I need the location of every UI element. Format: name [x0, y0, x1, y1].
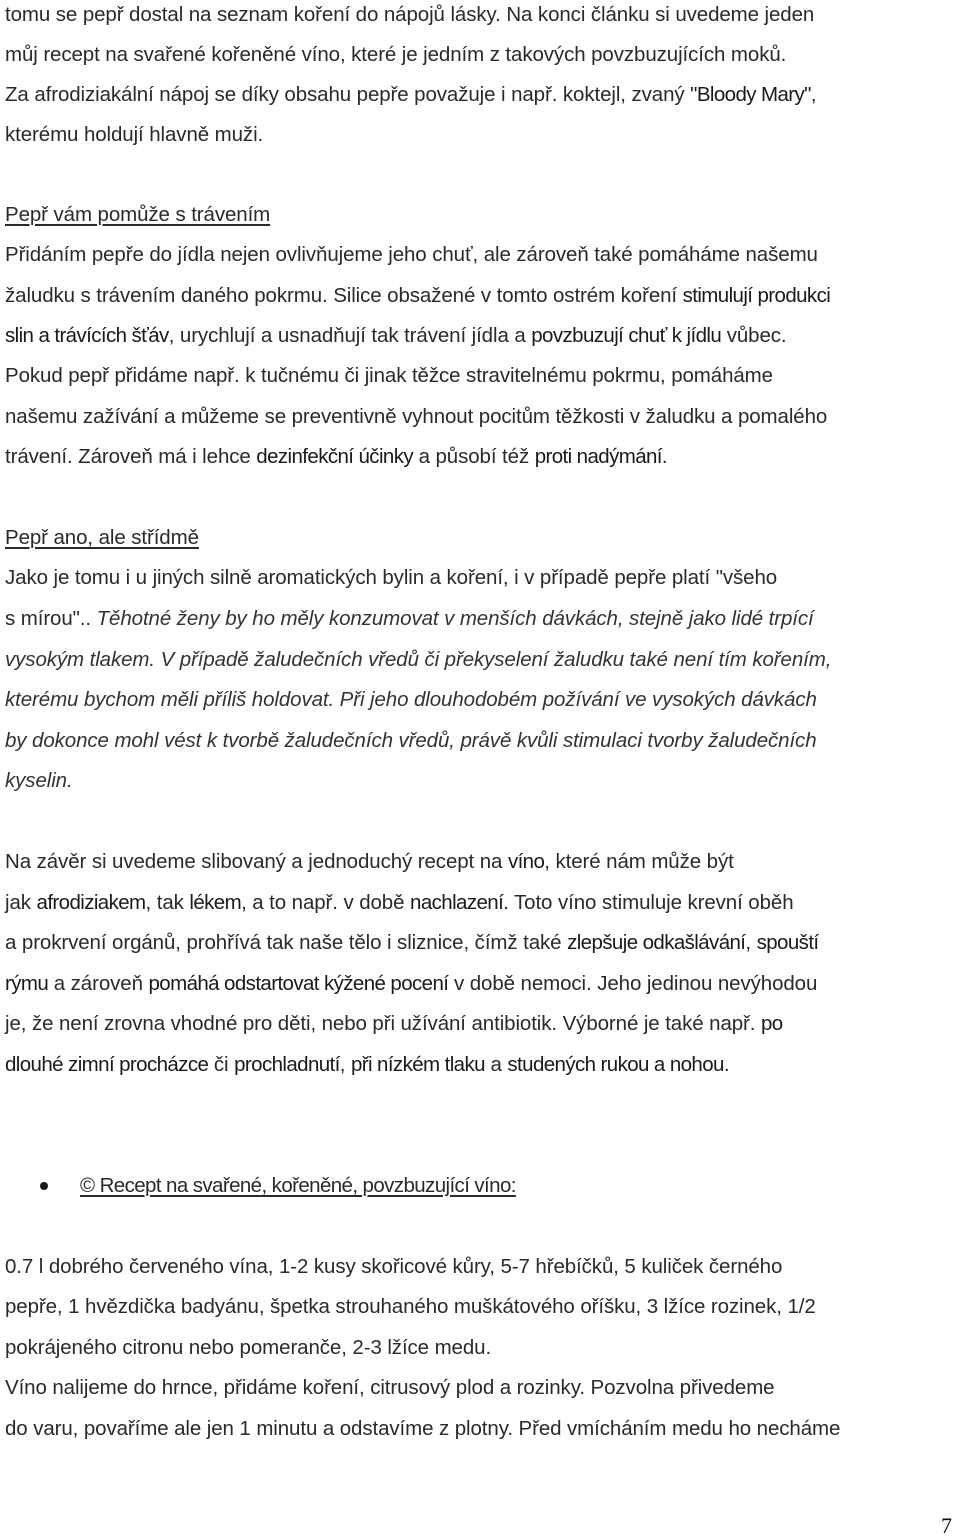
text-run: jak: [5, 891, 37, 914]
text-line: [5, 647, 956, 673]
text-run: našemu zažívání a můžeme se preventivně vyhnout pocitům těžkosti v žaludku a pomalého: [5, 405, 828, 428]
text-run: , tak: [145, 891, 190, 914]
text-run: ,: [810, 83, 817, 106]
highlighted-text: afrodiziakem: [36, 891, 146, 914]
text-run: . Toto víno stimuluje krevní oběh: [503, 891, 794, 914]
text-line: [5, 1011, 956, 1037]
heading-text: Pepř vám pomůže s trávením: [5, 203, 271, 226]
text-run: a působí též: [413, 445, 535, 468]
highlighted-text: po: [760, 1012, 783, 1035]
text-run: .: [723, 1053, 730, 1076]
text-run: v době nemoci. Jeho jedinou nevýhodou: [448, 972, 818, 995]
text-run: kterému holdují hlavně muži.: [5, 123, 264, 146]
text-run: ,: [339, 1053, 351, 1076]
text-run: ,: [745, 931, 757, 954]
italic-text: by dokonce mohl vést k tvorbě žaludečních vředů, právě kvůli stimulaci tvorby žaludečních: [5, 729, 817, 752]
text-run: s mírou"..: [5, 607, 97, 630]
highlighted-text: slin a trávících šťáv: [5, 324, 169, 347]
text-run: trávení. Zároveň má i lehce: [5, 445, 257, 468]
text-line: [5, 930, 956, 956]
text-run: a prokrvení orgánů, prohřívá tak naše tělo i sliznice, čímž také: [5, 931, 568, 954]
text-line: [5, 122, 956, 148]
text-run: do varu, povaříme ale jen 1 minutu a odstavíme z plotny. Před vmícháním medu ho necháme: [5, 1417, 841, 1440]
text-line: [5, 1416, 956, 1442]
highlighted-text: spouští: [756, 931, 819, 954]
text-line: [5, 971, 956, 997]
text-line: [5, 1052, 956, 1078]
highlighted-text: dlouhé zimní procházce: [5, 1053, 209, 1076]
highlighted-text: stimulují produkci: [682, 284, 831, 307]
highlighted-text: víno: [507, 850, 545, 873]
text-run: a: [484, 1053, 508, 1076]
text-line: [5, 1335, 956, 1361]
highlighted-text: "Bloody Mary": [690, 83, 811, 106]
text-run: , a to např. v době: [241, 891, 411, 914]
highlighted-text: studených rukou a nohou: [507, 1053, 724, 1076]
text-line: [5, 728, 956, 754]
section-heading-digestion: [5, 202, 956, 228]
text-line: [5, 242, 956, 268]
text-line: [5, 323, 956, 349]
text-run: Přidáním pepře do jídla nejen ovlivňujeme jeho chuť, ale zároveň také pomáháme našemu: [5, 243, 818, 266]
text-run: Jako je tomu i u jiných silně aromatických bylin a koření, i v případě pepře platí "všeho: [5, 566, 778, 589]
text-line: [5, 565, 956, 591]
highlighted-text: dezinfekční účinky: [256, 445, 414, 468]
text-run: Za afrodiziakální nápoj se díky obsahu pepře považuje i např. koktejl, zvaný: [5, 83, 691, 106]
heading-text: Pepř ano, ale střídmě: [5, 526, 199, 549]
text-line: [5, 363, 956, 389]
italic-text: kyselin.: [5, 769, 73, 792]
bullet-icon: [40, 1182, 48, 1190]
text-line: [5, 1254, 956, 1280]
section-heading-moderation: [5, 525, 956, 551]
text-line: [5, 849, 956, 875]
highlighted-text: povzbuzují chuť k jídlu: [531, 324, 722, 347]
italic-text: Těhotné ženy by ho měly konzumovat v menších dávkách, stejně jako lidé trpící: [96, 607, 814, 630]
text-run: pokrájeného citronu nebo pomeranče, 2-3 lžíce medu.: [5, 1336, 492, 1359]
text-line: [5, 42, 956, 68]
text-line: [5, 1294, 956, 1320]
text-run: žaludku s trávením daného pokrmu. Silice obsažené v tomto ostrém koření: [5, 284, 683, 307]
text-run: , urychlují a usnadňují tak trávení jídla a: [168, 324, 532, 347]
text-line: [5, 404, 956, 430]
text-line: [5, 444, 956, 470]
italic-text: vysokým tlakem. V případě žaludečních vředů či překyselení žaludku také není tím kořením,: [5, 648, 832, 671]
text-run: pepře, 1 hvězdička badyánu, špetka strouhaného muškátového oříšku, 3 lžíce rozinek, 1/2: [5, 1295, 816, 1318]
text-line: [5, 890, 956, 916]
highlighted-text: lékem: [189, 891, 242, 914]
text-run: 0.7 l dobrého červeného vína, 1-2 kusy skořicové kůry, 5-7 hřebíčků, 5 kuliček černého: [5, 1255, 783, 1278]
highlighted-text: nachlazení: [410, 891, 504, 914]
text-run: , které nám může být: [544, 850, 734, 873]
highlighted-text: pomáhá odstartovat kýžené pocení: [148, 972, 449, 995]
text-line: [5, 2, 956, 28]
text-run: můj recept na svařené kořeněné víno, které je jedním z takových povzbuzujících moků.: [5, 43, 787, 66]
text-line: [5, 687, 956, 713]
italic-text: kterému bychom měli příliš holdovat. Při jeho dlouhodobém požívání ve vysokých dávkách: [5, 688, 817, 711]
page-number: 7: [941, 1513, 952, 1538]
highlighted-text: rýmu: [5, 972, 49, 995]
text-run: Víno nalijeme do hrnce, přidáme koření, citrusový plod a rozinky. Pozvolna přivedeme: [5, 1376, 775, 1399]
text-run: Na závěr si uvedeme slibovaný a jednoduchý recept na: [5, 850, 508, 873]
text-run: či: [208, 1053, 235, 1076]
highlighted-text: při nízkém tlaku: [350, 1053, 485, 1076]
text-run: .: [661, 445, 668, 468]
recipe-bullet-heading: [80, 1173, 956, 1199]
text-line: [5, 283, 956, 309]
text-run: Pokud pepř přidáme např. k tučnému či jinak těžce stravitelnému pokrmu, pomáháme: [5, 364, 773, 387]
text-line: [5, 768, 956, 794]
highlighted-text: proti nadýmání: [534, 445, 662, 468]
text-run: je, že není zrovna vhodné pro děti, nebo při užívání antibiotik. Výborné je také např.: [5, 1012, 761, 1035]
highlighted-text: prochladnutí: [234, 1053, 340, 1076]
heading-text: © Recept na svařené, kořeněné, povzbuzující víno:: [80, 1174, 516, 1197]
text-line: [5, 1375, 956, 1401]
highlighted-text: zlepšuje odkašlávání: [567, 931, 746, 954]
text-run: a zároveň: [48, 972, 149, 995]
text-run: tomu se pepř dostal na seznam koření do nápojů lásky. Na konci článku si uvedeme jeden: [5, 3, 815, 26]
text-line: [5, 606, 956, 632]
text-run: vůbec.: [721, 324, 787, 347]
text-line: [5, 82, 956, 108]
